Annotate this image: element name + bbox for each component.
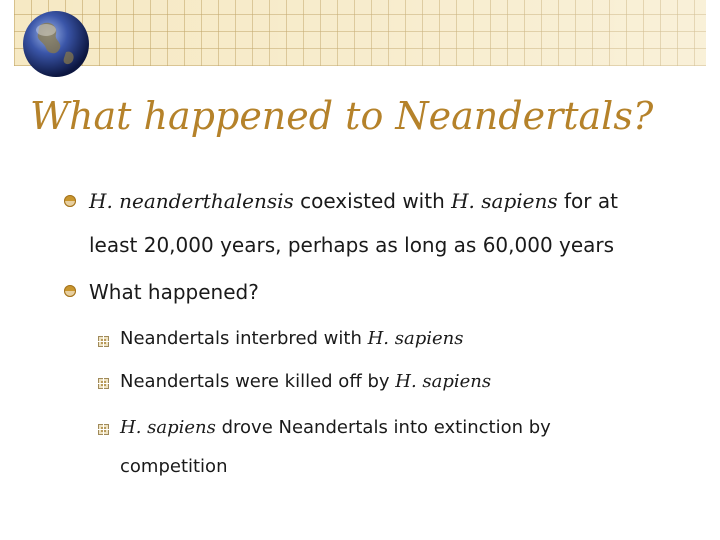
species-h-neanderthalensis: H. neanderthalensis (89, 189, 294, 213)
sub-bullet-1-prefix: Neandertals interbred with (120, 328, 368, 349)
bullet-1-line-2: least 20,000 years, perhaps as long as 60,000 years (89, 233, 615, 257)
globe-icon (12, 8, 100, 80)
sub-bullet-2-prefix: Neandertals were killed off by (120, 371, 396, 392)
sub-bullet-icon (98, 378, 109, 389)
sub-bullet-3-line-1 (120, 417, 551, 438)
species-h-sapiens: H. sapiens (367, 328, 464, 349)
bullet-icon (64, 285, 76, 297)
bullet-1-line-1 (89, 189, 618, 213)
sub-bullet-icon (98, 424, 109, 435)
slide-title: What happened to Neandertals? (30, 94, 654, 138)
bullet-2-text: What happened? (89, 280, 259, 304)
sub-bullet-3-suffix: drove Neandertals into extinction by (215, 417, 551, 438)
sub-bullet-2-text (120, 371, 491, 392)
species-h-sapiens: H. sapiens (395, 371, 492, 392)
species-h-sapiens: H. sapiens (451, 189, 558, 213)
bullet-1-text-b: for at (557, 189, 618, 213)
sub-bullet-1-text (120, 328, 463, 349)
header-band (14, 0, 706, 66)
bullet-1-text-a: coexisted with (293, 189, 452, 213)
sub-bullet-3-line-2: competition (120, 456, 228, 477)
species-h-sapiens: H. sapiens (120, 417, 216, 438)
bullet-icon (64, 195, 76, 207)
sub-bullet-icon (98, 336, 109, 347)
